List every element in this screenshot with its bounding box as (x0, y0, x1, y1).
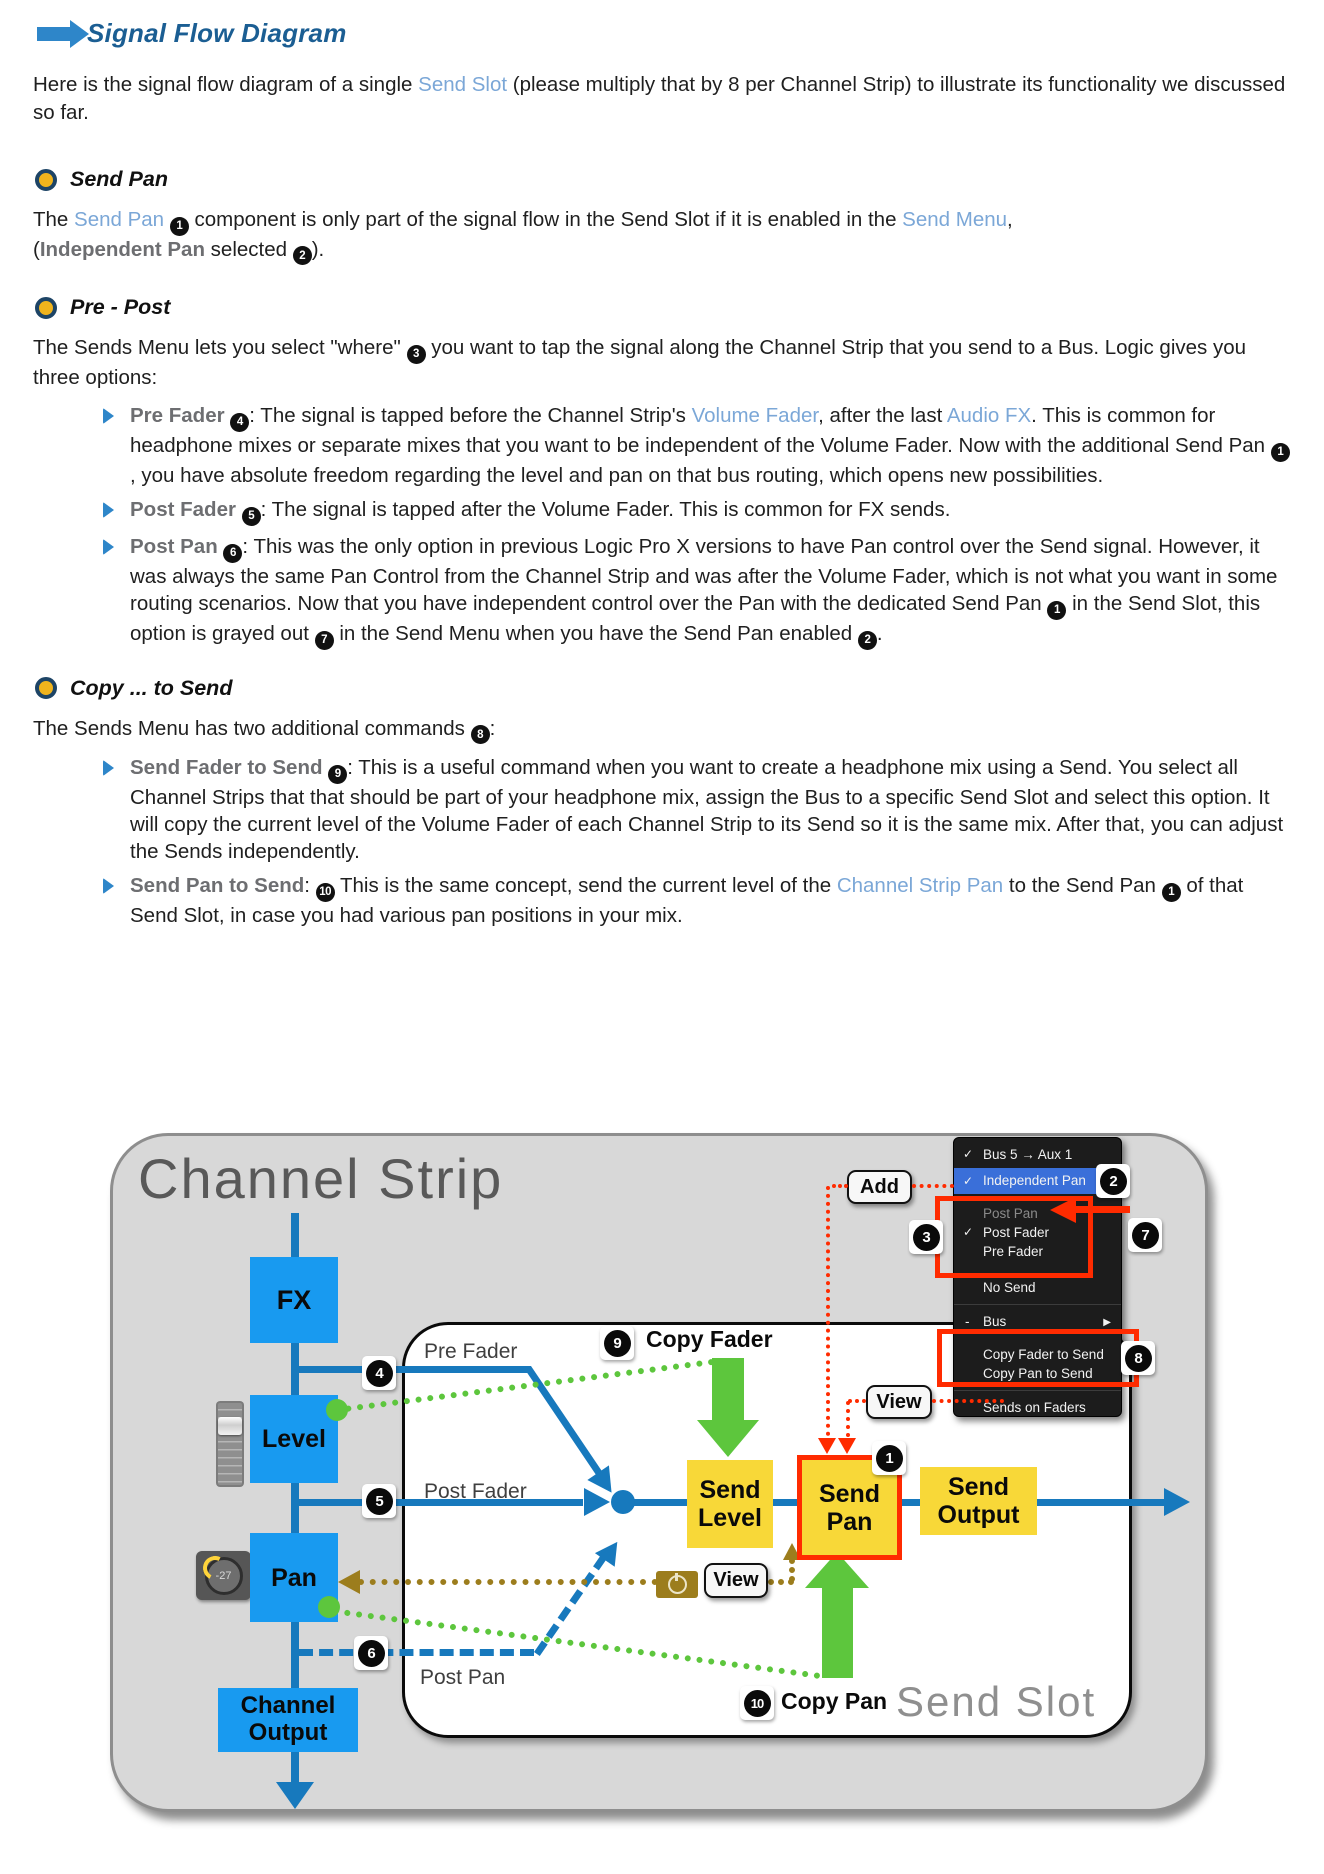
text-span: This is the same concept, send the current level of the (334, 874, 837, 897)
channel-output-node: Channel Output (218, 1688, 358, 1752)
pre-fader-label: Pre Fader (424, 1340, 518, 1363)
inline-badge: 10 (316, 883, 335, 902)
menu-item-independent-pan[interactable]: ✓ Independent Pan (954, 1168, 1121, 1194)
bullet-pre-fader (103, 402, 1290, 489)
text-span: Independent Pan (39, 237, 205, 261)
fx-node: FX (250, 1257, 338, 1343)
text-span: : The signal is tapped before the Channel Strip's (249, 403, 692, 427)
triangle-bullet-icon (103, 878, 114, 894)
text-span: in the Send Slot, this option is grayed out (130, 591, 1261, 645)
post-pan-line (299, 1649, 534, 1656)
menu-separator (954, 1390, 1121, 1391)
menu-item-post-pan: Post Pan (983, 1206, 1038, 1221)
inline-link[interactable]: Send Pan (74, 208, 165, 231)
bullet-circle-icon (35, 297, 57, 319)
copy-commands-highlight-box (937, 1329, 1139, 1387)
dash-icon: - (965, 1314, 970, 1329)
intro-paragraph (33, 71, 1290, 127)
badge-1: 1 (872, 1441, 906, 1475)
pan-knob-control[interactable] (196, 1551, 251, 1600)
text-span: : This is a useful command when you want to create a headphone mix using a Send. You select all Channel Strips that that should be part of your headphone mix, assign the Bus to a specific Send Slot and select this option. It will copy the current level of the Volume Fader of each Channel Strip to its Send so it is the same mix. After that, you can adjust the Sends independently. (130, 756, 1284, 863)
copy-to-send-paragraph (33, 715, 1290, 745)
text-span: Post Fader (130, 497, 242, 521)
bullet-post-pan (103, 533, 1290, 650)
add-dotted-line (832, 1184, 848, 1188)
menu-item-copy-fader-to-send[interactable]: Copy Fader to Send (983, 1347, 1104, 1362)
level-tap-dot (326, 1399, 348, 1421)
text-span: of that Send Slot, in case you had various pan positions in your mix. (130, 874, 1244, 927)
badge-10: 10 (740, 1686, 774, 1720)
view-dotted-line-3 (789, 1558, 795, 1582)
text-span: you want to tap the signal along the Channel Strip that you send to a Bus. Logic gives you three options: (33, 336, 1247, 389)
text-span: Send Fader to Send (130, 756, 329, 779)
send-pan-paragraph (33, 206, 1290, 265)
doc-header (33, 18, 1290, 49)
bullet-circle-icon (35, 677, 57, 699)
post-fader-arrow-icon (584, 1488, 610, 1516)
menu-separator (954, 1304, 1121, 1305)
add-arrow-icon (818, 1438, 836, 1454)
bullet-post-fader (103, 496, 1290, 526)
text-span: ). (311, 237, 325, 261)
badge-4: 4 (362, 1356, 396, 1390)
inline-badge: 7 (315, 631, 334, 650)
inline-badge: 1 (170, 217, 189, 236)
check-icon: ✓ (963, 1174, 974, 1188)
bullet-send-pan-to-send (103, 872, 1290, 929)
text-span: ( (33, 237, 40, 261)
view-power-toggle[interactable] (656, 1571, 698, 1598)
text-span: : The signal is tapped after the Volume Fader. This is common for FX sends. (260, 497, 951, 521)
badge-2: 2 (1096, 1164, 1130, 1198)
text-span: The (33, 208, 75, 231)
send-output-arrow-icon (1164, 1488, 1190, 1516)
text-span: : This was the only option in previous Logic Pro X versions to have Pan control over the Send signal. However, it was always the same Pan Control from the Channel Strip and was after the Volume Fader, which is not what you want in some routing scenarios. Now that you have independent control over the Pan with the dedicated Send Pan (130, 534, 1278, 615)
menu-item-bus[interactable]: - Bus ▶ (954, 1312, 1121, 1331)
view-dotted-line-left (848, 1399, 866, 1403)
section-title: Pre - Post (70, 295, 171, 319)
view-dotted-line (358, 1579, 658, 1585)
copy-to-send-bullets (33, 754, 1290, 929)
menu-item-sends-on-faders[interactable]: Sends on Faders (983, 1400, 1086, 1415)
text-span: (please multiply that by 8 per Channel Strip) to illustrate its functionality we discussed so far. (33, 73, 1286, 124)
channel-strip-label: Channel Strip (138, 1147, 504, 1210)
view-button-top[interactable]: View (866, 1385, 932, 1419)
triangle-bullet-icon (103, 408, 114, 424)
post-pan-grayed-arrow-icon (1050, 1197, 1076, 1223)
volume-fader-control[interactable] (216, 1401, 244, 1487)
copy-pan-arrow-shaft (822, 1587, 853, 1678)
section-title: Copy ... to Send (70, 675, 233, 700)
menu-item-post-fader[interactable]: ✓ Post Fader (963, 1225, 1050, 1240)
inline-badge: 1 (1162, 883, 1181, 902)
submenu-arrow-icon: ▶ (1103, 1317, 1111, 1328)
badge-9: 9 (600, 1326, 634, 1360)
section-title: Send Pan (70, 167, 168, 191)
inline-link[interactable]: Volume Fader (691, 403, 819, 427)
copy-fader-arrow-shaft (712, 1358, 744, 1422)
section-heading-pre-post (35, 295, 1290, 320)
text-span: , you have absolute freedom regarding the level and pan on that bus routing, which opens new possibilities. (130, 463, 1104, 487)
page-title: Signal Flow Diagram (87, 18, 347, 48)
inline-badge: 6 (223, 544, 242, 563)
text-span: to the Send Pan (1003, 874, 1162, 897)
text-span: : (304, 874, 316, 897)
view-arrow-icon (838, 1438, 856, 1454)
badge-6: 6 (354, 1636, 388, 1670)
bullet-circle-icon (35, 169, 57, 191)
pre-post-paragraph (33, 334, 1290, 392)
triangle-bullet-icon (103, 760, 114, 776)
text-span: Here is the signal flow diagram of a single (33, 73, 419, 96)
text-span: component is only part of the signal flow in the Send Slot if it is enabled in the (188, 208, 903, 231)
text-span (164, 208, 170, 231)
send-slot-label: Send Slot (896, 1678, 1097, 1725)
text-span: : (489, 716, 496, 740)
send-pan-node: Send Pan (797, 1455, 902, 1560)
copy-fader-label: Copy Fader (646, 1326, 773, 1352)
post-fader-label: Post Fader (424, 1480, 527, 1503)
pan-tap-dot (318, 1596, 340, 1618)
triangle-bullet-icon (103, 539, 114, 555)
bullet-send-fader-to-send (103, 754, 1290, 865)
level-node: Level (250, 1395, 338, 1483)
inline-badge: 1 (1047, 601, 1066, 620)
text-span: The Sends Menu has two additional commands (33, 716, 471, 740)
view-button-bottom[interactable]: View (704, 1563, 768, 1598)
text-span: in the Send Menu when you have the Send Pan enabled (333, 621, 858, 645)
fader-handle[interactable] (218, 1417, 242, 1435)
inline-badge: 4 (230, 413, 249, 432)
pan-knob-value: -27 (205, 1557, 243, 1595)
menu-item-bus-route[interactable]: ✓ Bus 5 → Aux 1 (963, 1147, 1073, 1162)
inline-link[interactable]: Audio FX (946, 403, 1032, 427)
check-icon: ✓ (963, 1147, 974, 1161)
text-span: . This is common for headphone mixes or separate mixes that you want to be independent of the Volume Fader. Now with the additional Send Pan (130, 403, 1271, 457)
pre-post-bullets (33, 402, 1290, 650)
badge-8: 8 (1121, 1341, 1155, 1375)
triangle-bullet-icon (103, 502, 114, 518)
text-span: , (1007, 208, 1013, 231)
power-icon (668, 1575, 687, 1594)
text-span: selected (204, 237, 293, 261)
inline-badge: 3 (407, 345, 426, 364)
inline-link[interactable]: Send Menu (902, 208, 1008, 231)
copy-fader-arrow-head-icon (697, 1420, 759, 1457)
document-body (0, 0, 1324, 929)
check-icon: ✓ (963, 1225, 974, 1239)
inline-badge: 8 (471, 725, 490, 744)
channel-output-arrow-icon (276, 1782, 314, 1809)
menu-item-no-send[interactable]: No Send (983, 1280, 1036, 1295)
inline-badge: 2 (858, 631, 877, 650)
badge-7: 7 (1128, 1218, 1162, 1252)
menu-item-pre-fader[interactable]: Pre Fader (983, 1244, 1044, 1259)
text-span: Pre Fader (130, 403, 231, 427)
send-level-node: Send Level (687, 1460, 773, 1548)
add-menu-dotted-line (912, 1184, 954, 1188)
post-pan-grayed-arrow-shaft (1076, 1206, 1130, 1213)
add-dotted-line-vertical (826, 1186, 830, 1436)
pan-view-arrow-icon (338, 1570, 360, 1594)
pre-fader-line (295, 1366, 531, 1373)
text-span: . (876, 621, 883, 645)
badge-3: 3 (909, 1220, 943, 1254)
inline-badge: 2 (293, 246, 312, 265)
text-span: Post Pan (130, 534, 224, 558)
text-span: , after the last (818, 403, 947, 427)
copy-pan-label: Copy Pan (781, 1688, 888, 1714)
inline-badge: 9 (328, 765, 347, 784)
section-heading-send-pan (35, 167, 1290, 192)
inline-badge: 1 (1271, 443, 1290, 462)
add-button[interactable]: Add (847, 1170, 912, 1204)
post-pan-label: Post Pan (420, 1666, 506, 1689)
inline-link[interactable]: Channel Strip Pan (836, 874, 1004, 897)
view-menu-dotted-line (932, 1399, 1004, 1403)
arrow-right-icon (37, 27, 71, 41)
menu-item-copy-pan-to-send[interactable]: Copy Pan to Send (983, 1366, 1093, 1381)
section-heading-copy-to-send (35, 676, 1290, 701)
signal-junction-dot (611, 1490, 635, 1514)
inline-badge: 5 (242, 507, 261, 526)
pan-node: Pan (250, 1533, 338, 1622)
badge-5: 5 (362, 1484, 396, 1518)
text-span: Send Pan to Send (130, 874, 305, 897)
inline-link[interactable]: Send Slot (418, 73, 508, 96)
send-output-node: Send Output (920, 1467, 1037, 1535)
text-span: The Sends Menu lets you select "where" (33, 336, 407, 359)
view-dotted-line-vertical (846, 1401, 850, 1437)
